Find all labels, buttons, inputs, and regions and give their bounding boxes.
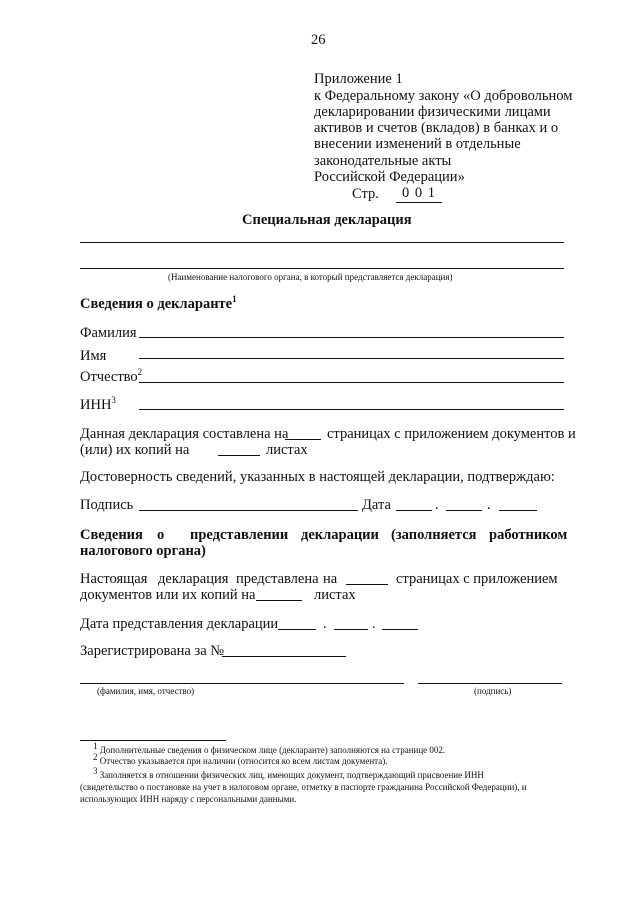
submission-text-part-2: страницах с приложением	[396, 571, 558, 587]
submission-copies-field[interactable]	[256, 600, 302, 601]
tax-authority-caption: (Наименование налогового органа, в который представляется декларация)	[168, 272, 453, 282]
caption-fio: (фамилия, имя, отчество)	[97, 686, 195, 696]
footnote-3-line-1: $^3$ Заполняется в отношении физических лиц, имеющих документ, подтверждающий присвоение ИНН	[93, 766, 484, 780]
submission-heading-word-1: Сведения	[80, 527, 143, 543]
submission-date-month-field[interactable]	[334, 629, 368, 630]
footnote-separator	[80, 740, 226, 741]
submission-date-separator-1: .	[323, 616, 327, 632]
confirm-text: Достоверность сведений, указанных в настоящей декларации, подтверждаю:	[80, 469, 555, 485]
footnote-2: $^2$ Отчество указывается при наличии (относится ко всем листам документа).	[93, 752, 388, 766]
patronymic-field[interactable]	[139, 382, 564, 383]
appendix-line-1: Приложение 1	[314, 71, 403, 87]
inn-label: ИНН$^3$	[80, 395, 116, 413]
date-year-field[interactable]	[499, 510, 537, 511]
appendix-line-2: к Федеральному закону «О добровольном	[314, 88, 573, 104]
patronymic-label: Отчество$^2$	[80, 367, 143, 385]
pages-text-part-2: страницах с приложением документов и	[327, 426, 576, 442]
date-label: Дата	[362, 497, 391, 513]
appendix-line-6: законодательные акты	[314, 153, 452, 169]
page-code-label: Стр.	[352, 186, 379, 202]
surname-label: Фамилия	[80, 325, 137, 341]
submission-text-word-4: на	[323, 571, 338, 587]
inn-field[interactable]	[139, 409, 564, 410]
submission-text-word-1: Настоящая	[80, 571, 148, 587]
submission-heading-word-4: декларации	[301, 527, 379, 543]
surname-field[interactable]	[139, 337, 564, 338]
date-separator-1: .	[435, 497, 439, 513]
officer-signature-field[interactable]	[418, 683, 562, 684]
submission-copies-part-1: документов или их копий на	[80, 587, 256, 603]
page-number: 26	[311, 32, 326, 48]
name-field[interactable]	[139, 358, 564, 359]
appendix-line-3: декларировании физическими лицами	[314, 104, 551, 120]
submission-heading-word-2: о	[157, 527, 165, 543]
footnote-3-line-3: использующих ИНН наряду с персональными данными.	[80, 794, 297, 804]
submission-date-label: Дата представления декларации	[80, 616, 279, 632]
copies-count-field[interactable]	[218, 455, 260, 456]
date-day-field[interactable]	[396, 510, 432, 511]
tax-authority-line-2[interactable]	[80, 268, 564, 269]
submission-date-separator-2: .	[372, 616, 376, 632]
pages-count-field[interactable]	[285, 439, 321, 440]
appendix-line-5: внесении изменений в отдельные	[314, 136, 521, 152]
appendix-line-4: активов и счетов (вкладов) в банках и о	[314, 120, 559, 136]
declarant-heading: Сведения о декларанте$^1$	[80, 294, 237, 312]
submission-heading-word-3: представлении	[190, 527, 289, 543]
footnote-1: $^1$ Дополнительные сведения о физическом лице (декларанте) заполняются на странице 002.	[93, 741, 446, 755]
date-separator-2: .	[487, 497, 491, 513]
caption-signature: (подпись)	[474, 686, 512, 696]
copies-text-part-2: листах	[266, 442, 308, 458]
submission-pages-field[interactable]	[346, 584, 388, 585]
signature-label: Подпись	[80, 497, 134, 513]
copies-text-part-1: (или) их копий на	[80, 442, 190, 458]
pages-text-part-1: Данная декларация составлена на	[80, 426, 289, 442]
submission-heading-word-5: (заполняется	[391, 527, 477, 543]
footnote-3-line-2: (свидетельство о постановке на учет в налоговом органе, отметку в паспорте гражданина Российской Федерации), и	[80, 782, 527, 792]
officer-name-field[interactable]	[80, 683, 404, 684]
submission-date-year-field[interactable]	[382, 629, 418, 630]
submission-date-day-field[interactable]	[278, 629, 316, 630]
document-title: Специальная декларация	[242, 212, 412, 228]
name-label: Имя	[80, 348, 107, 364]
submission-copies-part-2: листах	[314, 587, 356, 603]
submission-heading-word-6: работником	[489, 527, 568, 543]
date-month-field[interactable]	[446, 510, 482, 511]
page-code-value: 0 0 1	[396, 185, 442, 203]
registered-label: Зарегистрирована за №	[80, 643, 225, 659]
tax-authority-line-1[interactable]	[80, 242, 564, 243]
appendix-line-7: Российской Федерации»	[314, 169, 465, 185]
submission-text-word-3: представлена	[236, 571, 319, 587]
signature-field[interactable]	[139, 510, 358, 511]
registered-number-field[interactable]	[222, 656, 346, 657]
submission-heading-line-2: налогового органа)	[80, 543, 206, 559]
submission-text-word-2: декларация	[158, 571, 229, 587]
